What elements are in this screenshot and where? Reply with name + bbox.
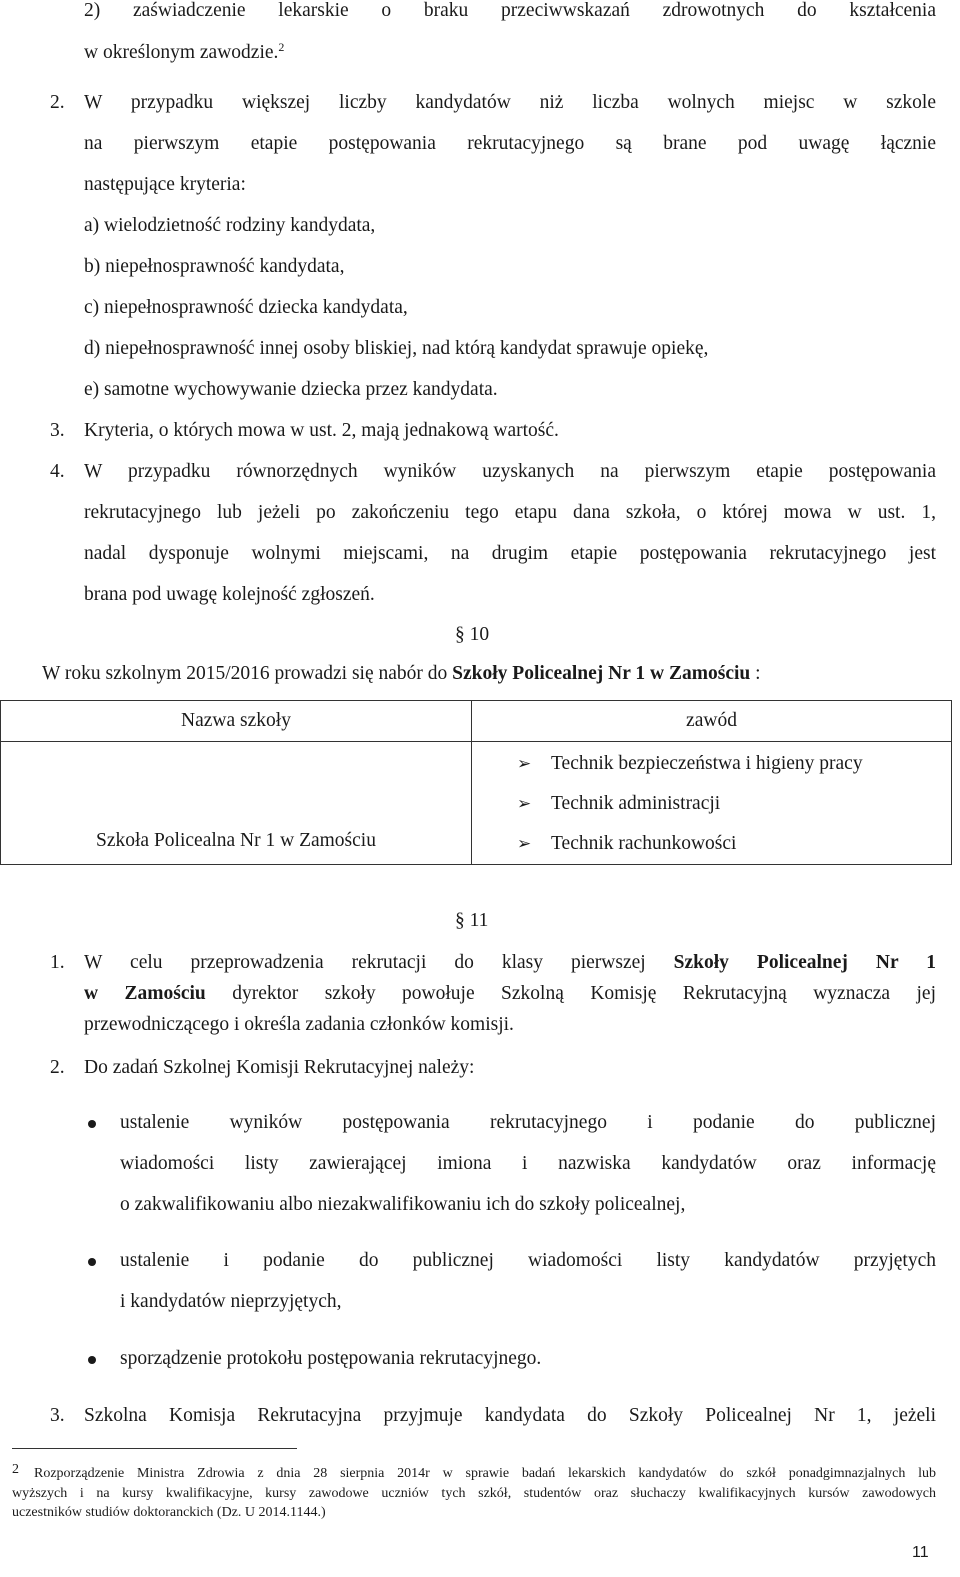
profession-text: Technik bezpieczeństwa i higieny pracy bbox=[551, 753, 863, 774]
profession-text: Technik rachunkowości bbox=[551, 833, 737, 854]
section10-heading: § 10 bbox=[455, 624, 490, 645]
footnote-marker: 2 bbox=[12, 1462, 19, 1477]
top-item-line1: 2) zaświadczenie lekarskie o braku przeciwwskazań zdrowotnych do kształcenia bbox=[84, 0, 936, 21]
point4-line3: nadal dysponuje wolnymi miejscami, na drugim etapie postępowania rekrutacyjnego jest bbox=[84, 543, 936, 564]
bullet-icon bbox=[88, 1120, 96, 1128]
s11-p3-number: 3. bbox=[50, 1405, 65, 1426]
bullet1-line3: o zakwalifikowaniu albo niezakwalifikowaniu ich do szkoły policealnej, bbox=[120, 1194, 686, 1215]
s11-p1-number: 1. bbox=[50, 952, 65, 973]
arrow-icon: ➢ bbox=[517, 834, 532, 854]
bullet3-line1: sporządzenie protokołu postępowania rekrutacyjnego. bbox=[120, 1348, 542, 1369]
s11-p1-line1 bbox=[84, 952, 936, 974]
bullet1-line2: wiadomości listy zawierającej imiona i nazwiska kandydatów oraz informację bbox=[120, 1153, 936, 1174]
header-profession-cell bbox=[472, 701, 952, 742]
s11-p2-text: Do zadań Szkolnej Komisji Rekrutacyjnej należy: bbox=[84, 1057, 475, 1078]
section10-intro bbox=[42, 663, 761, 685]
table-row bbox=[1, 742, 952, 865]
table-header-row bbox=[1, 701, 952, 742]
arrow-icon: ➢ bbox=[517, 794, 532, 814]
bullet2-line2: i kandydatów nieprzyjętych, bbox=[120, 1291, 342, 1312]
s11-p2-number: 2. bbox=[50, 1057, 65, 1078]
point2-line3: następujące kryteria: bbox=[84, 174, 246, 195]
header-profession: zawód bbox=[686, 710, 737, 731]
top-item-line2-text: w określonym zawodzie. bbox=[84, 42, 279, 63]
section11-heading: § 11 bbox=[455, 910, 489, 931]
point2-line1: W przypadku większej liczby kandydatów niż liczba wolnych miejsc w szkole bbox=[84, 92, 936, 113]
s11-p1-line1-prefix: W celu przeprowadzenia rekrutacji do klasy pierwszej bbox=[84, 952, 674, 973]
point4-number: 4. bbox=[50, 461, 65, 482]
page-number: 11 bbox=[912, 1544, 929, 1561]
footnote-line3: uczestników studiów doktoranckich (Dz. U 2014.1144.) bbox=[12, 1505, 326, 1520]
bullet-icon bbox=[88, 1258, 96, 1266]
profession-list bbox=[517, 744, 863, 864]
point4-line1: W przypadku równorzędnych wyników uzyskanych na pierwszym etapie postępowania bbox=[84, 461, 936, 482]
point3-text: Kryteria, o których mowa w ust. 2, mają jednakową wartość. bbox=[84, 420, 559, 441]
bullet1-line1: ustalenie wyników postępowania rekrutacyjnego i podanie do publicznej bbox=[120, 1112, 936, 1133]
school-name-cell bbox=[1, 742, 472, 865]
school-table bbox=[0, 700, 952, 865]
s11-p1-line3: przewodniczącego i określa zadania członków komisji. bbox=[84, 1014, 514, 1035]
s11-p3-text: Szkolna Komisja Rekrutacyjna przyjmuje kandydata do Szkoły Policealnej Nr 1, jeżeli bbox=[84, 1405, 936, 1426]
bullet-icon bbox=[88, 1356, 96, 1364]
point3-number: 3. bbox=[50, 420, 65, 441]
point2-number: 2. bbox=[50, 92, 65, 113]
footnote-separator bbox=[12, 1448, 297, 1449]
bullet2-line1: ustalenie i podanie do publicznej wiadomości listy kandydatów przyjętych bbox=[120, 1250, 936, 1271]
point2-line2: na pierwszym etapie postępowania rekrutacyjnego są brane pod uwagę łącznie bbox=[84, 133, 936, 154]
point4-line4: brana pod uwagę kolejność zgłoszeń. bbox=[84, 584, 375, 605]
point4-line2: rekrutacyjnego lub jeżeli po zakończeniu tego etapu dana szkoła, o której mowa w ust. 1, bbox=[84, 502, 936, 523]
criterion-d: d) niepełnosprawność innej osoby bliskiej, nad którą kandydat sprawuje opiekę, bbox=[84, 338, 709, 359]
arrow-icon: ➢ bbox=[517, 754, 532, 774]
criterion-a: a) wielodzietność rodziny kandydata, bbox=[84, 215, 376, 236]
s11-p1-line2 bbox=[84, 983, 936, 1005]
footnote-line2: wyższych i na kursy kwalifikacyjne, kursy zawodowe uczniów tych szkół, studentów oraz słuchaczy kwalifikacyjnych kursów zawodowych bbox=[12, 1486, 936, 1501]
criterion-b: b) niepełnosprawność kandydata, bbox=[84, 256, 345, 277]
top-item-line2 bbox=[84, 40, 284, 64]
footnote-line1: Rozporządzenie Ministra Zdrowia z dnia 28 sierpnia 2014r w sprawie badań lekarskich kandydatów do szkół ponadgimnazjalnych lub bbox=[34, 1466, 936, 1481]
school-name: Szkoła Policealna Nr 1 w Zamościu bbox=[96, 830, 376, 851]
header-school: Nazwa szkoły bbox=[181, 710, 291, 731]
criterion-c: c) niepełnosprawność dziecka kandydata, bbox=[84, 297, 408, 318]
list-item bbox=[517, 744, 863, 784]
header-school-cell bbox=[1, 701, 472, 742]
section10-intro-suffix: : bbox=[750, 663, 761, 684]
s11-p1-line2-bold: w Zamościu bbox=[84, 983, 206, 1004]
list-item bbox=[517, 824, 863, 864]
s11-p1-line2-rest: dyrektor szkoły powołuje Szkolną Komisję Rekrutacyjną wyznacza jej bbox=[205, 983, 937, 1004]
s11-p1-line1-bold: Szkoły Policealnej Nr 1 bbox=[673, 952, 936, 973]
criterion-e: e) samotne wychowywanie dziecka przez kandydata. bbox=[84, 379, 498, 400]
professions-cell bbox=[472, 742, 952, 865]
section10-intro-school: Szkoły Policealnej Nr 1 w Zamościu bbox=[452, 663, 751, 684]
list-item bbox=[517, 784, 863, 824]
footnote-ref[interactable]: 2 bbox=[278, 40, 285, 54]
profession-text: Technik administracji bbox=[551, 793, 721, 814]
section10-intro-prefix: W roku szkolnym 2015/2016 prowadzi się nabór do bbox=[42, 663, 453, 684]
